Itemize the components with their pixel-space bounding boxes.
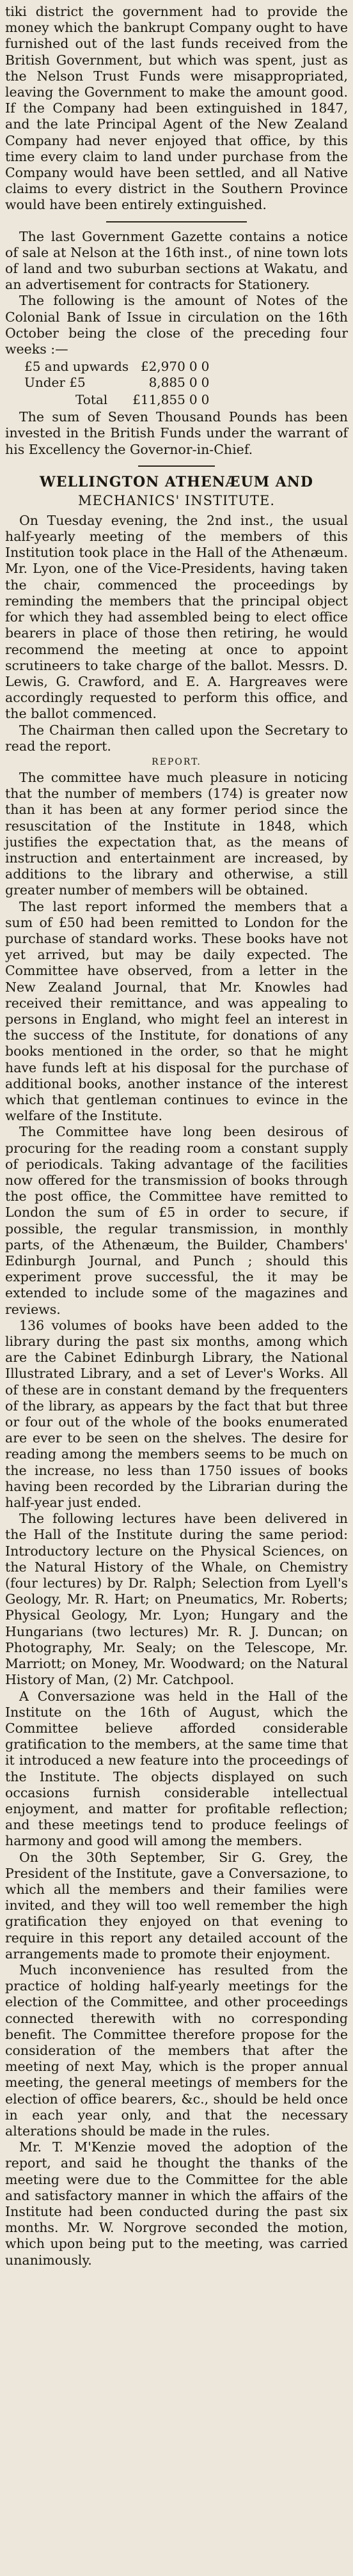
report-paragraph: 136 volumes of books have been added to the library during the past six months, among which are the Cabinet Edinburgh Library, the National Illustrated Library, and a set of Lever's Works. All of these are in constant demand by the frequenters of the library, as appears by the fact that but three or four out of the whole of the books enumerated are ever to be seen on the shelves. The desire for reading among the members seems to be much on the increase, no less than 1750 issues of books having been recorded by the Librarian during the half-year just ended. <box>5 1317 348 1511</box>
report-paragraph: The following lectures have been delivered in the Hall of the Institute during the same period: Introductory lecture on the Physical Sciences, on the Natural History of the Whale, on Chemistry (four lectures) by Dr. Ralph; Selection from Lyell's Geology, Mr. R. Hart; on Pneumatics, Mr. Roberts; Physical Geology, Mr. Lyon; Hungary and the Hungarians (two lectures) Mr. R. J. Duncan; on Photography, Mr. Sealy; on the Telescope, Mr. Marriott; on Money, Mr. Woodward; on the Natural History of Man, (2) Mr. Catchpool. <box>5 1511 348 1688</box>
article-heading: WELLINGTON ATHENÆUM AND <box>39 473 313 490</box>
row-shillings: 0 <box>189 359 198 375</box>
article-paragraph: tiki district the government had to provide the money which the bankrupt Company ought to have furnished out of the last funds received from the British Government, but which was spent, just as the Nelson Trust Funds were misappropriated, leaving the Government to make the amount good. If the Company had been extinguished in 1847, and the late Principal Agent of the New Zealand Company had never enjoyed that office, by this time every claim to land under purchase from the Company would have been settled, and all Native claims to every district in the Southern Province would have been entirely extinguished. <box>5 4 348 213</box>
gazette-paragraph: The sum of Seven Thousand Pounds has been invested in the British Funds under the warrant of his Excellency the Governor-in-Chief. <box>5 409 348 457</box>
notes-circulation-table <box>24 359 213 408</box>
newspaper-column <box>5 0 348 2268</box>
report-paragraph: The last report informed the members that a sum of £50 had been remitted to London for the purchase of standard works. These books have not yet arrived, but may be daily expected. The Committee have observed, from a letter in the New Zealand Journal, that Mr. Knowles had received their remittance, and was appealing to persons in England, who might feel an interest in the success of the Institute, for donations of any books mentioned in the order, so that he might have funds left at his disposal for the purchase of additional books, another instance of the interest which that gentleman continues to evince in the welfare of the Institute. <box>5 898 348 1124</box>
row-label: Under £5 <box>24 375 86 391</box>
total-row <box>24 391 213 408</box>
gazette-paragraph: The following is the amount of Notes of the Colonial Bank of Issue in circulation on the 16th October being the close of the preceding four weeks :— <box>5 293 348 357</box>
section-divider <box>106 221 247 222</box>
row-label: £5 and upwards <box>24 359 129 375</box>
gazette-paragraph: The last Government Gazette contains a notice of sale at Nelson at the 16th inst., of nine town lots of land and two suburban sections at Wakatu, and an advertisement for contracts for Stationery. <box>5 228 348 293</box>
total-label: Total <box>75 392 108 408</box>
report-paragraph: The committee have much pleasure in noticing that the number of members (174) is greater now than it has been at any former period since the resuscitation of the Institute in 1848, which justifies the expectation that, as the means of instruction and entertainment are increased, by additions to the library and otherwise, a still greater number of members will be obtained. <box>5 769 348 898</box>
report-label: REPORT. <box>152 756 201 767</box>
article-paragraph: The Chairman then called upon the Secretary to read the report. <box>5 722 348 754</box>
total-shillings: 0 <box>189 392 198 408</box>
article-paragraph: On Tuesday evening, the 2nd inst., the usual half-yearly meeting of the members of this Institution took place in the Hall of the Athenæum. Mr. Lyon, one of the Vice-Presidents, having taken the chair, commenced the proceedings by reminding the members that the principal object for which they had assembled being to elect office bearers in place of those then retiring, he would recommend the meeting at once to appoint scrutineers to take charge of the ballot. Messrs. D. Lewis, G. Crawford, and E. A. Hargreaves were accordingly requested to perform this office, and the ballot commenced. <box>5 512 348 722</box>
row-pence: 0 <box>201 359 210 375</box>
row-amount: 8,885 <box>148 375 185 391</box>
closing-paragraph: Mr. T. M'Kenzie moved the adoption of the report, and said he thought the thanks of the meeting were due to the Committee for the able and satisfactory manner in which the affairs of the Institute had been conducted during the past six months. Mr. W. Norgrove seconded the motion, which upon being put to the meeting, was carried unanimously. <box>5 2139 348 2268</box>
report-paragraph: On the 30th September, Sir G. Grey, the President of the Institute, gave a Conversazione, to which all the members and their families were invited, and they will too well remember the high gratification they enjoyed on that evening to require in this report any detailed account of the arrangements made to promote their enjoyment. <box>5 1849 348 1962</box>
section-divider <box>138 465 215 467</box>
table-row <box>24 375 213 391</box>
row-pence: 0 <box>201 375 210 391</box>
row-shillings: 0 <box>189 375 198 391</box>
total-pence: 0 <box>201 392 210 408</box>
total-amount: £11,855 <box>132 392 185 408</box>
report-paragraph: The Committee have long been desirous of procuring for the reading room a constant supply of periodicals. Taking advantage of the facilities now offered for the transmission of books through the post office, the Committee have remitted to London the sum of £5 in order to secure, if possible, the regular transmission, in monthly parts, of the Athenæum, the Builder, Chambers' Edinburgh Journal, and Punch ; should this experiment prove successful, the it may be extended to include some of the magazines and reviews. <box>5 1124 348 1317</box>
report-paragraph: A Conversazione was held in the Hall of the Institute on the 16th of August, which the Committee believe afforded considerable gratification to the members, at the same time that it introduced a new feature into the proceedings of the Institute. The objects displayed on such occasions furnish considerable intellectual enjoyment, and matter for profitable reflection; and these meetings tend to produce feelings of harmony and good will among the members. <box>5 1688 348 1849</box>
table-row <box>24 359 213 375</box>
report-paragraph: Much inconvenience has resulted from the practice of holding half-yearly meetings for the election of the Committee, and other proceedings connected therewith with no corresponding benefit. The Committee therefore propose for the consideration of the members that after the meeting of next May, which is the proper annual meeting, the general meetings of members for the election of office bearers, &c., should be held once in each year only, and that the necessary alterations should be made in the rules. <box>5 1962 348 2139</box>
row-amount: £2,970 <box>140 359 185 375</box>
article-subheading: MECHANICS' INSTITUTE. <box>77 492 276 508</box>
